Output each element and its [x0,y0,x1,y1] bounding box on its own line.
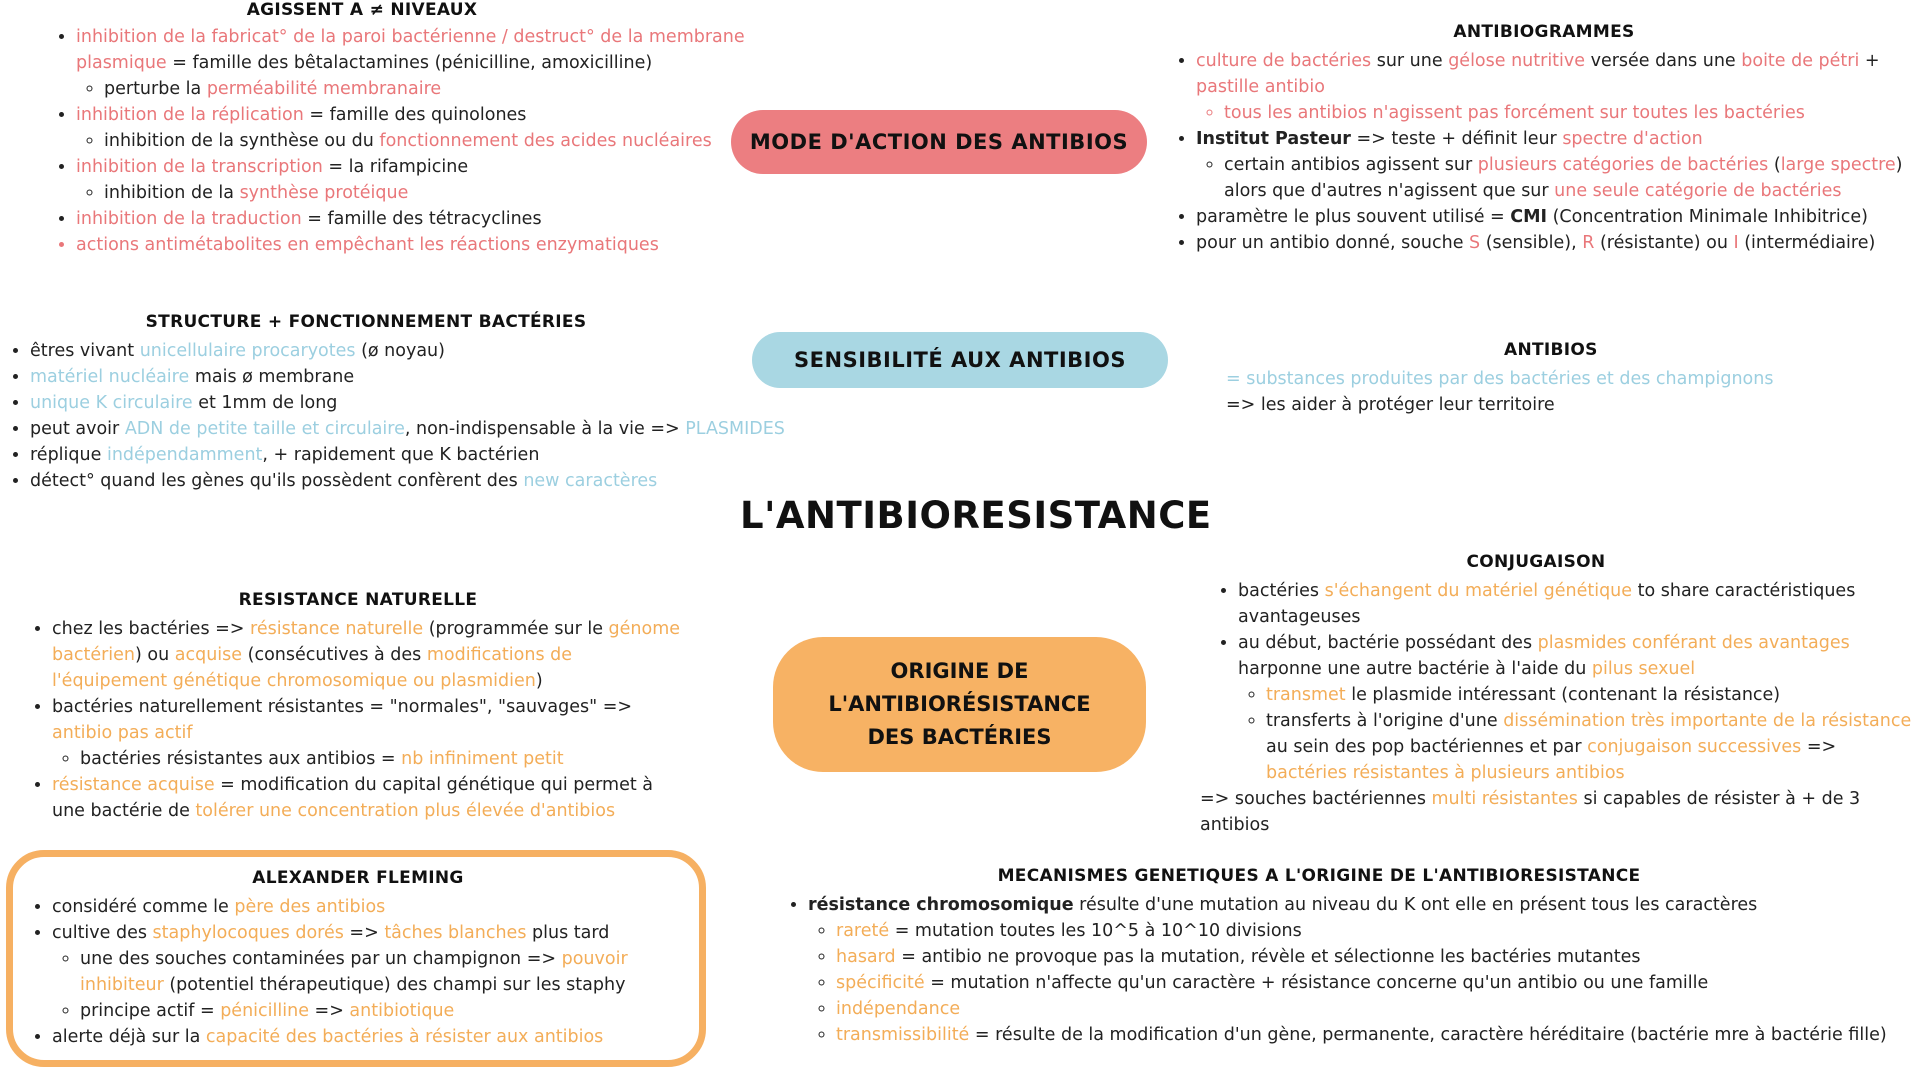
list-item: • réplique indépendamment, + rapidement que K bactérien [30,442,806,468]
pill-line: L'ANTIBIORÉSISTANCE [828,692,1091,716]
list-item: • culture de bactéries sur une gélose nutritive versée dans une boite de pétri + pastille antibio ◦ tous les antibios n'agissent pas forcément sur toutes les bactéries [1196,48,1916,126]
list-item: • résistance chromosomique résulte d'une mutation au niveau du K ont elle en présent tous les caractères ◦ rareté = mutation toutes les 10^5 à 10^10 divisions ◦ hasard = antibio ne provoque pas la mutation, révèle et sélectionne les bactéries mutantes ◦ spécificité = mutation n'affecte qu'un caractère + résistance concerne qu'un antibio ou une famille ◦ indépendance ◦ transmissibilité = résulte de la modification d'un gène, permanente, caractère héréditaire (bactérie mre à bactérie fille) [808,892,1914,1048]
pill-sensibilite: SENSIBILITÉ AUX ANTIBIOS [752,332,1168,388]
list-item: ◦ tous les antibios n'agissent pas forcément sur toutes les bactéries [1224,100,1916,126]
list-item: ◦ inhibition de la synthèse ou du fonctionnement des acides nucléaires [104,128,752,154]
section-title: AGISSENT A ≠ NIVEAUX [246,0,478,20]
list-item: • chez les bactéries => résistance naturelle (programmée sur le génome bactérien) ou acquise (consécutives à des modifications de l'équipement génétique chromosomique ou plasmidien) [52,616,688,694]
section-mode-action [52,0,752,258]
section-mecanismes [784,866,1914,1048]
list-item: ◦ transferts à l'origine d'une dissémination très importante de la résistance au sein des pop bactériennes et par conjugaison successives => bactéries résistantes à plusieurs antibios [1266,708,1916,786]
list-item: ◦ une des souches contaminées par un champignon => pouvoir inhibiteur (potentiel thérapeutique) des champi sur les staphy [80,946,688,998]
list-item: • peut avoir ADN de petite taille et circulaire, non-indispensable à la vie => PLASMIDES [30,416,806,442]
section-antibiogrammes [1172,22,1916,256]
section-structure [6,312,806,494]
list-item: • Institut Pasteur => teste + définit leur spectre d'action ◦ certain antibios agissent sur plusieurs catégories de bactéries (large spectre) alors que d'autres n'agissent que sur une seule catégorie de bactéries [1196,126,1916,204]
list-item: ◦ perturbe la perméabilité membranaire [104,76,752,102]
section-title: ANTIBIOGRAMMES [1453,22,1635,42]
list-item: • au début, bactérie possédant des plasmides conférant des avantages harponne une autre bactérie à l'aide du pilus sexuel ◦ transmet le plasmide intéressant (contenant la résistance) ◦ transferts à l'origine d'une dissémination très importante de la résistance au sein des pop bactériennes et par conjugaison successives => bactéries résistantes à plusieurs antibios [1238,630,1916,786]
main-title: L'ANTIBIORESISTANCE [740,494,1212,537]
list-item: • paramètre le plus souvent utilisé = CMI (Concentration Minimale Inhibitrice) [1196,204,1916,230]
list-item: ◦ transmissibilité = résulte de la modification d'un gène, permanente, caractère héréditaire (bactérie mre à bactérie fille) [836,1022,1914,1048]
list-item: ◦ indépendance [836,996,1914,1022]
list-item: • bactéries s'échangent du matériel génétique to share caractéristiques avantageuses [1238,578,1916,630]
list-item: ◦ inhibition de la synthèse protéique [104,180,752,206]
section-title: CONJUGAISON [1466,552,1606,572]
list-item: ◦ hasard = antibio ne provoque pas la mutation, révèle et sélectionne les bactéries mutantes [836,944,1914,970]
section-resistance [28,590,688,824]
list-item: • détect° quand les gènes qu'ils possèdent confèrent des new caractères [30,468,806,494]
list-item: • inhibition de la réplication = famille des quinolones ◦ inhibition de la synthèse ou du fonctionnement des acides nucléaires [76,102,752,154]
list-item: • êtres vivant unicellulaire procaryotes (ø noyau) [30,338,806,364]
list-item: • unique K circulaire et 1mm de long [30,390,806,416]
section-title: ALEXANDER FLEMING [252,868,464,888]
section-title: RESISTANCE NATURELLE [238,590,478,610]
list-item: ◦ principe actif = pénicilline => antibiotique [80,998,688,1024]
section-title: ANTIBIOS [1504,340,1598,360]
text-line: => souches bactériennes multi résistantes si capables de résister à + de 3 antibios [1200,789,1861,835]
list-item: • bactéries naturellement résistantes = "normales", "sauvages" => antibio pas actif ◦ bactéries résistantes aux antibios = nb infiniment petit [52,694,688,772]
list-item: • alerte déjà sur la capacité des bactéries à résister aux antibios [52,1024,688,1050]
pill-line: ORIGINE DE [890,659,1029,683]
section-title: MECANISMES GENETIQUES A L'ORIGINE DE L'ANTIBIORESISTANCE [997,866,1641,886]
list-item: • actions antimétabolites en empêchant les réactions enzymatiques [76,232,752,258]
list-item: • pour un antibio donné, souche S (sensible), R (résistante) ou I (intermédiaire) [1196,230,1916,256]
list-item: ◦ rareté = mutation toutes les 10^5 à 10^10 divisions [836,918,1914,944]
list-item: • inhibition de la transcription = la rifampicine ◦ inhibition de la synthèse protéique [76,154,752,206]
list-item: ◦ spécificité = mutation n'affecte qu'un caractère + résistance concerne qu'un antibio ou une famille [836,970,1914,996]
pill-mode-action: MODE D'ACTION DES ANTIBIOS [731,110,1147,174]
list-item: • inhibition de la fabricat° de la paroi bactérienne / destruct° de la membrane plasmique = famille des bêtalactamines (pénicilline, amoxicilline) ◦ perturbe la perméabilité membranaire [76,24,752,102]
section-title: STRUCTURE + FONCTIONNEMENT BACTÉRIES [145,312,587,332]
list-item: • matériel nucléaire mais ø membrane [30,364,806,390]
text-line: => les aider à protéger leur territoire [1226,395,1555,415]
section-antibios [1226,340,1876,418]
list-item: • cultive des staphylocoques dorés => tâches blanches plus tard ◦ une des souches contaminées par un champignon => pouvoir inhibiteur (potentiel thérapeutique) des champi sur les staphy ◦ principe actif = pénicilline => antibiotique [52,920,688,1024]
list-item: ◦ certain antibios agissent sur plusieurs catégories de bactéries (large spectre) alors que d'autres n'agissent que sur une seule catégorie de bactéries [1224,152,1916,204]
text-line: = substances produites par des bactéries et des champignons [1226,369,1774,389]
list-item: • résistance acquise = modification du capital génétique qui permet à une bactérie de tolérer une concentration plus élevée d'antibios [52,772,688,824]
section-fleming [28,868,688,1050]
pill-origine [773,637,1146,772]
list-item: ◦ transmet le plasmide intéressant (contenant la résistance) [1266,682,1916,708]
pill-line: DES BACTÉRIES [867,725,1052,749]
list-item: ◦ bactéries résistantes aux antibios = nb infiniment petit [80,746,688,772]
list-item: • considéré comme le père des antibios [52,894,688,920]
section-conjugaison [1196,552,1916,838]
list-item: • inhibition de la traduction = famille des tétracyclines [76,206,752,232]
